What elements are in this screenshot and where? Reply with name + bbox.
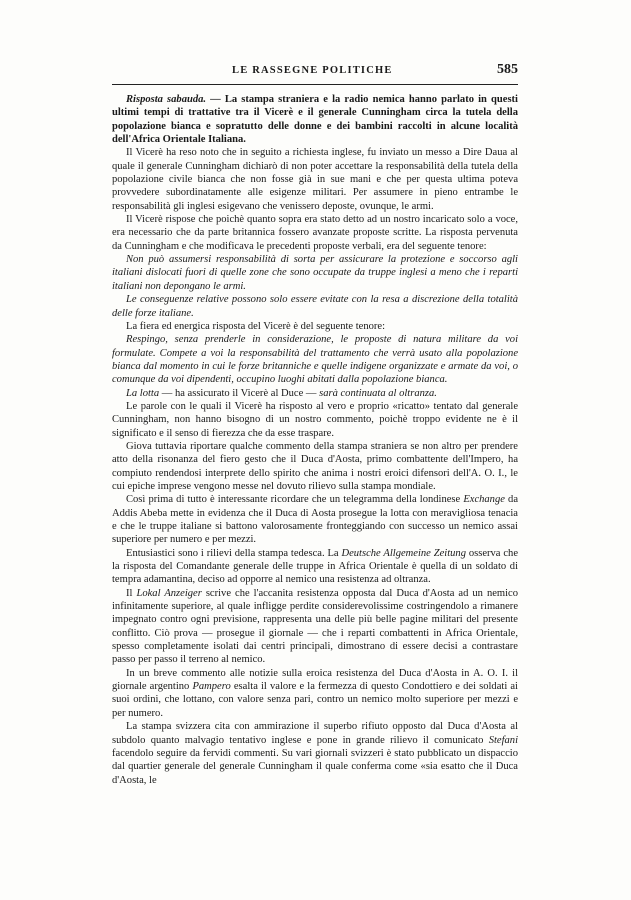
paragraph: [112, 440, 518, 493]
running-header: [112, 64, 518, 82]
paragraph: [112, 493, 518, 546]
paragraph: [112, 93, 518, 146]
paragraph: [112, 333, 518, 386]
paragraph: [112, 587, 518, 667]
newspaper-name: Stefani: [488, 734, 518, 746]
text-run: osserva che la risposta del Comandante generale delle truppe in Africa Orientale è quella di un soldato di tempra adamantina, deciso ad opporre al nemico una resistenza ad oltranza.: [112, 547, 518, 586]
paragraph: [112, 547, 518, 587]
text-run: scrive che l'accanita resistenza opposta dal Duca d'Aosta ad un nemico infinitamente superiore, al quale infligge perdite considerevolissime costringendolo a rimanere impegnato contro ogni previsione, rappresenta una delle più belle pagine militari del presente conflitto. Ciò prova — prosegue il giornale — che i reparti combattenti in Africa Orientale, spesso completamente isolati dai centri principali, dimostrano di essere decisi a contrastare passo per passo il terreno al nemico.: [112, 587, 518, 666]
paragraph: [112, 720, 518, 787]
text-run: Entusiastici sono i rilievi della stampa tedesca. La: [126, 547, 342, 559]
text-run: In un breve commento alle notizie sulla eroica resistenza del Duca d'Aosta in A. O. I. il giornale argentino: [112, 667, 518, 693]
paragraph: [112, 293, 518, 320]
article-body: [112, 93, 518, 787]
text-run: esalta il valore e la fermezza di questo Condottiero e dei soldati ai suoi ordini, che lottano, con valore senza pari, contro un nemico molto superiore per mezzi e per numero.: [112, 681, 518, 719]
quote-run: La lotta: [126, 387, 160, 399]
text-run: Giova tuttavia riportare qualche commento della stampa straniera se non altro per prendere atto della risonanza del fiero gesto che il Duca d'Aosta, primo combattente dell'Impero, ha compiuto rendendosi interprete dello spirito che anima i nostri eroici difensori dell'A. O. I., le cui epiche imprese vengono messe nel dovuto rilievo sulla stampa mondiale.: [112, 440, 518, 492]
paragraph: [112, 400, 518, 440]
newspaper-name: Lokal Anzeiger: [136, 587, 202, 599]
quote-run: Le conseguenze relative possono solo essere evitate con la resa a discrezione della totalità delle forze italiane.: [112, 294, 518, 319]
paragraph: [112, 253, 518, 293]
text-run: Le parole con le quali il Vicerè ha risposto al vero e proprio «ricatto» tentato dal generale Cunningham, non hanno bisogno di un nostro commento, poichè troppo evidente ne è il significato e il senso di fierezza che da esse traspare.: [112, 400, 518, 439]
header-rule: [112, 84, 518, 85]
text-run: — ha assicurato il Vicerè al Duce —: [159, 387, 320, 399]
running-title: LE RASSEGNE POLITICHE: [232, 65, 393, 76]
paragraph: [112, 146, 518, 213]
newspaper-name: Exchange: [463, 494, 505, 506]
text-run: Il Vicerè ha reso noto che in seguito a richiesta inglese, fu inviato un messo a Dire Daua al quale il generale Cunningham dichiarò di non poter accettare la responsabilità della tutela della popolazione civile bianca che non fosse già in sue mani e che per questa ultima poteva provvedere subordinatamente alle esigenze militari. Per assumere in pieno entrambe le responsabilità gli inglesi esigevano che venissero deposte, ovunque, le armi.: [112, 147, 518, 212]
paragraph: [112, 213, 518, 253]
quote-run: Respingo, senza prenderle in considerazione, le proposte di natura militare da voi formulate. Compete a voi la responsabilità del trattamento che verrà usato alla popolazione bianca dal momento in cui le forze britanniche e quelle indigene organizzate e armate da voi, o comunque da voi dipendenti, occupino luoghi abitati dalla popolazione bianca.: [112, 334, 518, 386]
text-run: — La stampa straniera e la radio nemica hanno parlato in questi ultimi tempi di trattative tra il Vicerè e il generale Cunningham circa la tutela della popolazione bianca e sopratutto delle donne e dei bambini raccolti in alcune località dell'Africa Orientale Italiana.: [112, 94, 518, 146]
text-run: Il Vicerè rispose che poichè quanto sopra era stato detto ad un nostro incaricato solo a voce, era necessario che da parte britannica fossero avanzate proposte scritte. La risposta pervenuta da Cunningham e che modificava le precedenti proposte verbali, era del seguente tenore:: [112, 214, 518, 252]
page-number: 585: [497, 62, 518, 77]
text-run: La stampa svizzera cita con ammirazione il superbo rifiuto opposto dal Duca d'Aosta al subdolo quanto malvagio tentativo inglese e pone in grande rilievo il comunicato: [112, 721, 518, 746]
newspaper-name: Deutsche Allgemeine Zeitung: [341, 547, 466, 559]
paragraph: [112, 667, 518, 720]
text-run: da Addis Abeba mette in evidenza che il Duca di Aosta prosegue la lotta con meravigliosa tenacia e che le truppe italiane si battono valorosamente fronteggiando con successo un nemico assai superiore per numero e per mezzi.: [112, 494, 518, 546]
paragraph: [112, 320, 518, 333]
text-run: Così prima di tutto è interessante ricordare che un telegramma della londinese: [126, 494, 464, 506]
quote-run: sarà continuata al oltranza.: [319, 387, 437, 399]
text-run: La fiera ed energica risposta del Vicerè è del seguente tenore:: [126, 320, 386, 332]
newspaper-name: Pampero: [192, 681, 231, 693]
text-run: Il: [126, 587, 137, 599]
heading-run: Risposta sabauda.: [126, 94, 207, 105]
paragraph: [112, 387, 518, 400]
quote-run: Non può assumersi responsabilità di sorta per assicurare la protezione e soccorso agli italiani dislocati fuori di quelle zone che sono occupate da truppe inglesi a meno che i reparti italiani non depongano le armi.: [112, 254, 518, 292]
text-run: facendolo seguire da fervidi commenti. Su vari giornali svizzeri è stato pubblicato un dispaccio dal quartier generale del generale Cunningham il quale conferma come «sia esatto che il Duca d'Aosta, le: [112, 747, 518, 786]
